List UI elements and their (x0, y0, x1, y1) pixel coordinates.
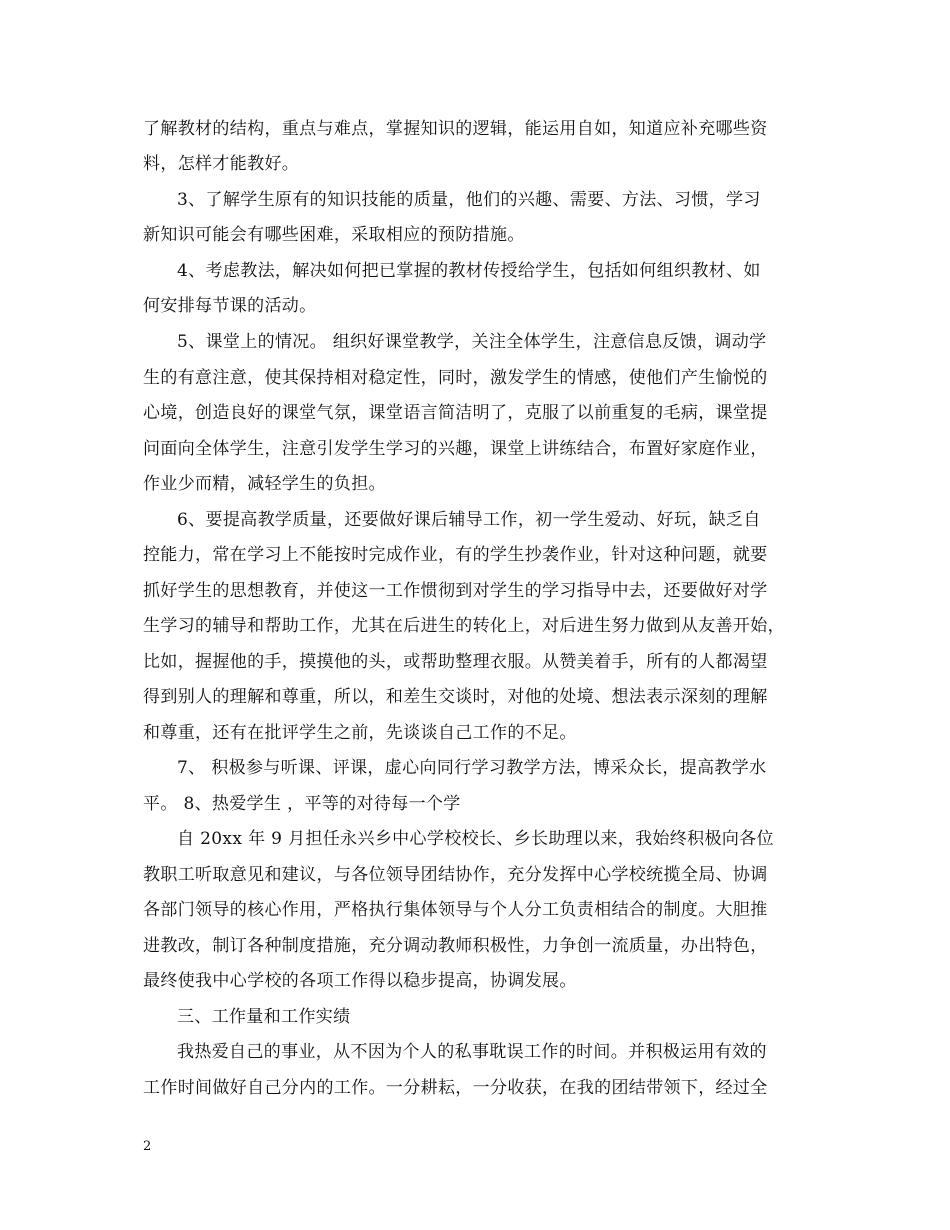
text-line: 5、课堂上的情况。 组织好课堂教学，关注全体学生，注意信息反馈，调动学 (177, 332, 767, 352)
text-line: 3、了解学生原有的知识技能的质量，他们的兴趣、需要、方法、习惯，学习 (177, 190, 761, 210)
text-line: 7、 积极参与听课、评课，虚心向同行学习教学方法，博采众长，提高教学水 (177, 758, 767, 778)
text-line: 生的有意注意，使其保持相对稳定性，同时，激发学生的情感，使他们产生愉悦的 (143, 368, 768, 388)
section-heading: 三、工作量和工作实绩 (177, 1007, 351, 1027)
text-line: 自 20xx 年 9 月担任永兴乡中心学校校长、乡长助理以来，我始终积极向各位 (177, 829, 774, 849)
text-line: 最终使我中心学校的各项工作得以稳步提高，协调发展。 (143, 971, 577, 991)
text-line: 了解教材的结构，重点与难点，掌握知识的逻辑，能运用自如，知道应补充哪些资 (143, 119, 768, 139)
text-line: 问面向全体学生，注意引发学生学习的兴趣，课堂上讲练结合，布置好家庭作业， (143, 439, 768, 459)
text-line: 作业少而精，减轻学生的负担。 (143, 474, 386, 494)
text-line: 控能力，常在学习上不能按时完成作业，有的学生抄袭作业，针对这种问题，就要 (143, 545, 768, 565)
text-line: 料，怎样才能教好。 (143, 154, 300, 174)
text-line: 各部门领导的核心作用，严格执行集体领导与个人分工负责相结合的制度。大胆推 (143, 900, 768, 920)
text-line: 抓好学生的思想教育，并使这一工作惯彻到对学生的学习指导中去，还要做好对学 (143, 581, 768, 601)
text-line: 生学习的辅导和帮助工作，尤其在后进生的转化上，对后进生努力做到从友善开始， (143, 616, 785, 636)
text-line: 新知识可能会有哪些困难，采取相应的预防措施。 (143, 225, 525, 245)
text-line: 教职工听取意见和建议，与各位领导团结协作，充分发挥中心学校统揽全局、协调 (143, 865, 768, 885)
text-line: 6、要提高教学质量，还要做好课后辅导工作，初一学生爱动、好玩，缺乏自 (177, 510, 761, 530)
text-line: 心境，创造良好的课堂气氛，课堂语言简洁明了，克服了以前重复的毛病，课堂提 (143, 403, 768, 423)
page-number: 2 (143, 1139, 152, 1154)
text-line: 和尊重，还有在批评学生之前，先谈谈自己工作的不足。 (143, 723, 577, 743)
text-line: 比如，握握他的手，摸摸他的头，或帮助整理衣服。从赞美着手，所有的人都渴望 (143, 652, 768, 672)
text-line: 工作时间做好自己分内的工作。一分耕耘，一分收获，在我的团结带领下，经过全 (143, 1078, 768, 1098)
text-line: 得到别人的理解和尊重，所以，和差生交谈时，对他的处境、想法表示深刻的理解 (143, 687, 768, 707)
text-line: 我热爱自己的事业，从不因为个人的私事耽误工作的时间。并积极运用有效的 (177, 1042, 767, 1062)
text-line: 4、考虑教法，解决如何把已掌握的教材传授给学生，包括如何组织教材、如 (177, 261, 761, 281)
text-line: 平。 8、热爱学生 ，平等的对待每一个学 (143, 794, 461, 814)
text-line: 进教改，制订各种制度措施，充分调动教师积极性，力争创一流质量，办出特色， (143, 936, 768, 956)
text-line: 何安排每节课的活动。 (143, 296, 317, 316)
